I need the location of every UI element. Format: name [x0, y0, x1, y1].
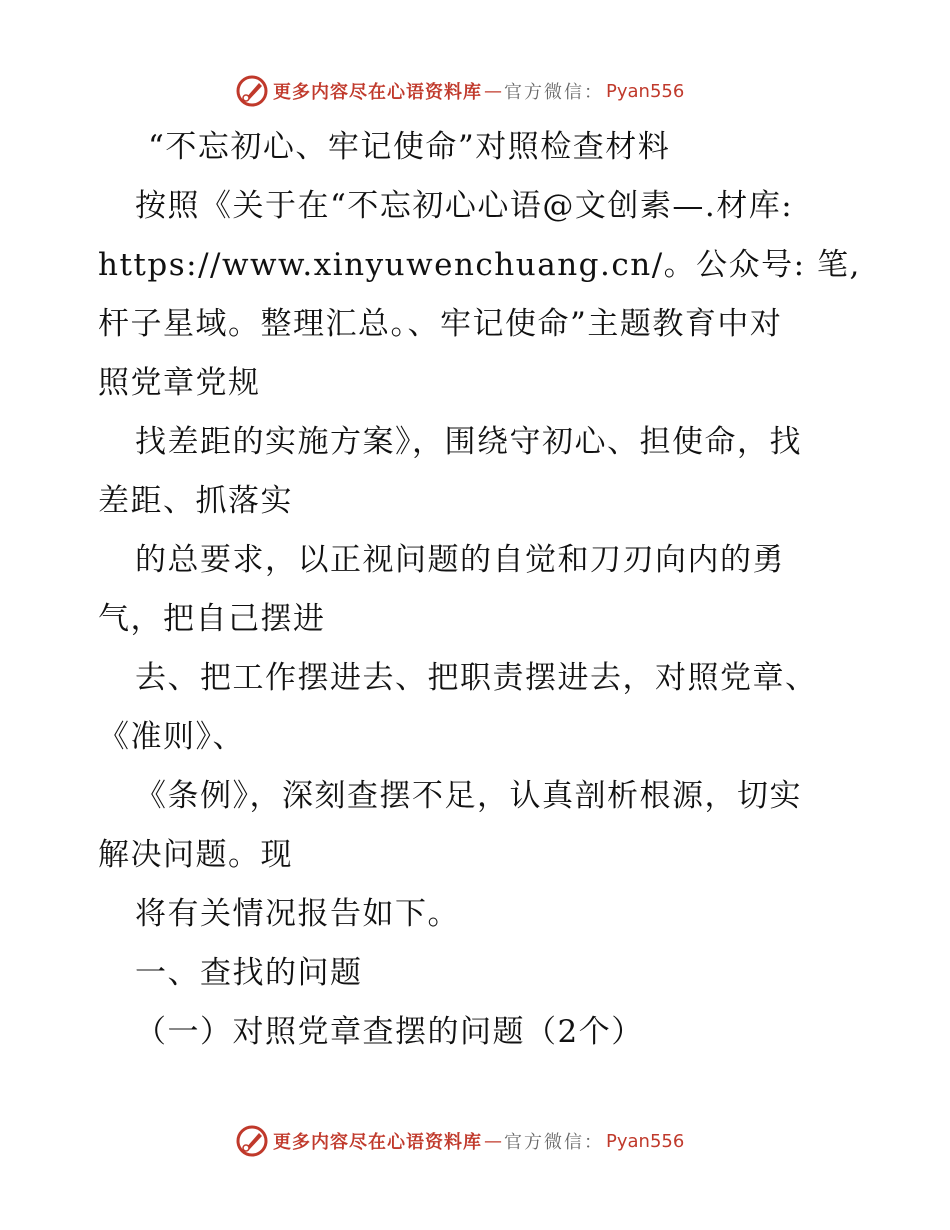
watermark-wechat-id: Pyan556	[606, 1130, 685, 1152]
watermark-brand: 更多内容尽在心语资料库	[273, 1132, 482, 1153]
paragraph-line: 的总要求，以正视问题的自觉和刀刃向内的勇	[135, 542, 785, 578]
paragraph-line: 去、把工作摆进去、把职责摆进去，对照党章、	[135, 660, 818, 696]
header-watermark	[235, 74, 684, 108]
watermark-separator: —	[484, 1130, 502, 1152]
footer-watermark	[235, 1124, 684, 1158]
paragraph-line: 《准则》、	[98, 719, 245, 755]
document-body	[98, 118, 861, 1062]
paragraph-line: 按照《关于在“不忘初心心语@文创素—.材库:	[135, 188, 794, 224]
watermark-wechat-label: 官方微信：	[504, 1132, 604, 1153]
paragraph-line: https://www.xinyuwenchuang.cn/。公众号: 笔,	[98, 247, 861, 283]
paragraph-line: 照党章党规	[98, 365, 261, 401]
watermark-wechat-id: Pyan556	[606, 80, 685, 102]
quill-pen-seal-icon	[235, 74, 269, 108]
paragraph-line: 《条例》，深刻查摆不足，认真剖析根源，切实	[135, 778, 802, 814]
paragraph-line: 差距、抓落实	[98, 483, 293, 519]
quill-pen-seal-icon	[235, 1124, 269, 1158]
watermark-brand: 更多内容尽在心语资料库	[273, 82, 482, 103]
watermark-wechat-label: 官方微信：	[504, 82, 604, 103]
watermark-separator: —	[484, 80, 502, 102]
paragraph-line: 气，把自己摆进	[98, 601, 326, 637]
paragraph-line: 找差距的实施方案》，围绕守初心、担使命，找	[135, 424, 802, 460]
paragraph-line: 杆子星域。整理汇总。、牢记使命”主题教育中对	[98, 306, 783, 342]
document-title: “不忘初心、牢记使命”对照检查材料	[148, 129, 671, 165]
paragraph-line: 解决问题。现	[98, 837, 293, 873]
paragraph-line: 将有关情况报告如下。	[135, 896, 460, 932]
section-heading: 一、查找的问题	[135, 955, 363, 991]
subsection-heading: （一）对照党章查摆的问题（2个）	[135, 1014, 644, 1050]
